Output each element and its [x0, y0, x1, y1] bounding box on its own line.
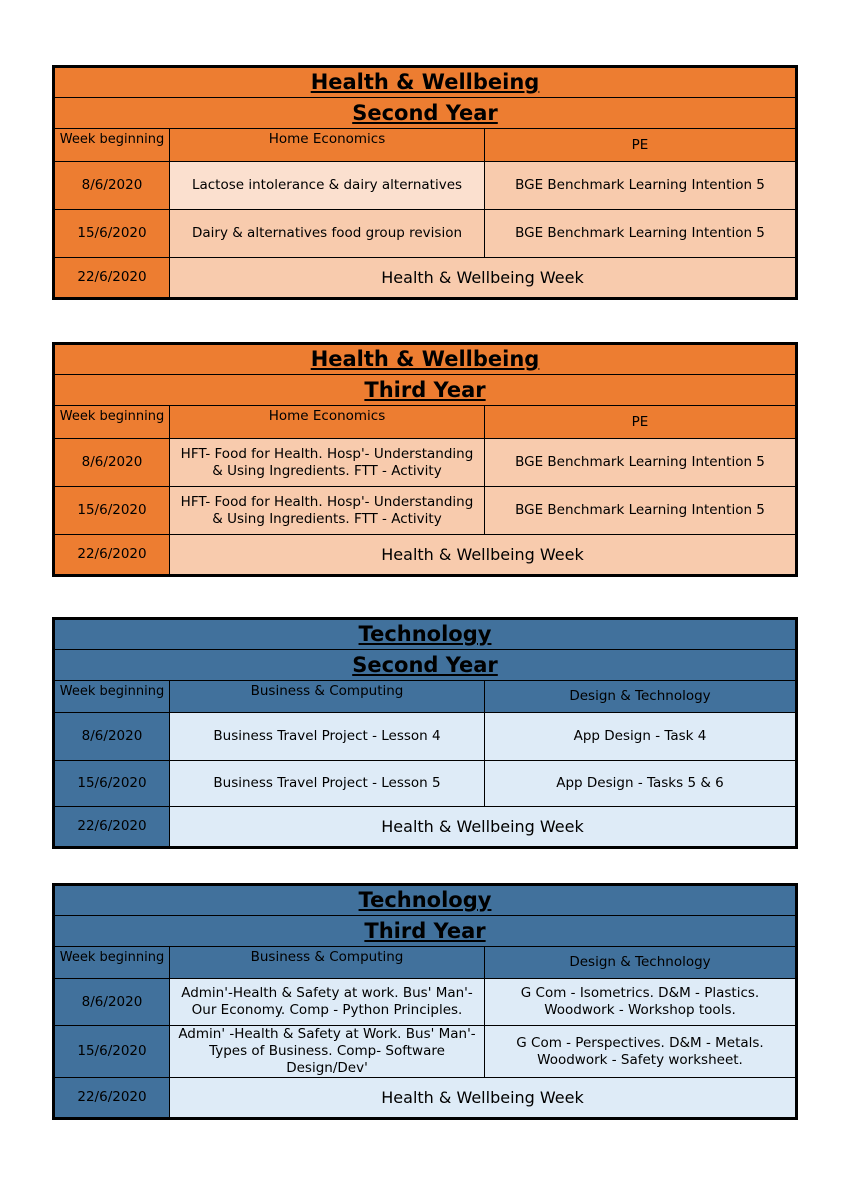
- header-home-economics: Home Economics: [170, 129, 485, 162]
- table-row: [55, 807, 796, 847]
- timetable-health-wellbeing-second-year: [52, 65, 798, 300]
- week-cell: 15/6/2020: [55, 210, 170, 258]
- week-cell: 8/6/2020: [55, 979, 170, 1026]
- week-cell: 8/6/2020: [55, 162, 170, 210]
- table-subtitle: Third Year: [55, 916, 796, 947]
- header-week-beginning: Week beginning: [55, 129, 170, 162]
- design-technology-cell: App Design - Tasks 5 & 6: [485, 761, 796, 807]
- table-title: Technology: [55, 886, 796, 916]
- header-week-beginning: Week beginning: [55, 681, 170, 713]
- week-cell: 22/6/2020: [55, 1078, 170, 1118]
- table-title: Technology: [55, 620, 796, 650]
- timetable-technology-third-year: [52, 883, 798, 1120]
- table-row: [55, 439, 796, 487]
- timetable-technology-second-year: [52, 617, 798, 849]
- table-row: [55, 1078, 796, 1118]
- pe-cell: BGE Benchmark Learning Intention 5: [485, 162, 796, 210]
- header-business-computing: Business & Computing: [170, 947, 485, 979]
- table-subtitle: Second Year: [55, 98, 796, 129]
- header-design-technology: Design & Technology: [485, 947, 796, 979]
- design-technology-cell: App Design - Task 4: [485, 713, 796, 761]
- header-design-technology: Design & Technology: [485, 681, 796, 713]
- week-cell: 15/6/2020: [55, 487, 170, 535]
- header-business-computing: Business & Computing: [170, 681, 485, 713]
- week-cell: 15/6/2020: [55, 761, 170, 807]
- pe-cell: BGE Benchmark Learning Intention 5: [485, 487, 796, 535]
- week-cell: 15/6/2020: [55, 1026, 170, 1078]
- table-row: [55, 210, 796, 258]
- week-cell: 8/6/2020: [55, 713, 170, 761]
- header-pe: PE: [485, 406, 796, 439]
- home-economics-cell: Dairy & alternatives food group revision: [170, 210, 485, 258]
- week-cell: 22/6/2020: [55, 258, 170, 298]
- home-economics-cell: Lactose intolerance & dairy alternatives: [170, 162, 485, 210]
- design-technology-cell: G Com - Perspectives. D&M - Metals. Woodwork - Safety worksheet.: [485, 1026, 796, 1078]
- week-cell: 22/6/2020: [55, 535, 170, 575]
- table-row: [55, 535, 796, 575]
- pe-cell: BGE Benchmark Learning Intention 5: [485, 210, 796, 258]
- business-computing-cell: Admin' -Health & Safety at Work. Bus' Man'- Types of Business. Comp- Software Design/Dev': [170, 1026, 485, 1078]
- table-row: [55, 1026, 796, 1078]
- header-pe: PE: [485, 129, 796, 162]
- table-row: [55, 761, 796, 807]
- week-cell: 22/6/2020: [55, 807, 170, 847]
- business-computing-cell: Business Travel Project - Lesson 5: [170, 761, 485, 807]
- home-economics-cell: HFT- Food for Health. Hosp'- Understanding & Using Ingredients. FTT - Activity: [170, 487, 485, 535]
- header-home-economics: Home Economics: [170, 406, 485, 439]
- table-row: [55, 713, 796, 761]
- timetable-health-wellbeing-third-year: [52, 342, 798, 577]
- wellbeing-week-cell: Health & Wellbeing Week: [170, 535, 796, 575]
- design-technology-cell: G Com - Isometrics. D&M - Plastics. Woodwork - Workshop tools.: [485, 979, 796, 1026]
- table-row: [55, 258, 796, 298]
- header-week-beginning: Week beginning: [55, 406, 170, 439]
- table-row: [55, 979, 796, 1026]
- table-row: [55, 487, 796, 535]
- table-title: Health & Wellbeing: [55, 68, 796, 98]
- business-computing-cell: Admin'-Health & Safety at work. Bus' Man'- Our Economy. Comp - Python Principles.: [170, 979, 485, 1026]
- wellbeing-week-cell: Health & Wellbeing Week: [170, 258, 796, 298]
- table-row: [55, 162, 796, 210]
- home-economics-cell: HFT- Food for Health. Hosp'- Understanding & Using Ingredients. FTT - Activity: [170, 439, 485, 487]
- table-title: Health & Wellbeing: [55, 345, 796, 375]
- business-computing-cell: Business Travel Project - Lesson 4: [170, 713, 485, 761]
- wellbeing-week-cell: Health & Wellbeing Week: [170, 1078, 796, 1118]
- week-cell: 8/6/2020: [55, 439, 170, 487]
- wellbeing-week-cell: Health & Wellbeing Week: [170, 807, 796, 847]
- header-week-beginning: Week beginning: [55, 947, 170, 979]
- table-subtitle: Third Year: [55, 375, 796, 406]
- table-subtitle: Second Year: [55, 650, 796, 681]
- pe-cell: BGE Benchmark Learning Intention 5: [485, 439, 796, 487]
